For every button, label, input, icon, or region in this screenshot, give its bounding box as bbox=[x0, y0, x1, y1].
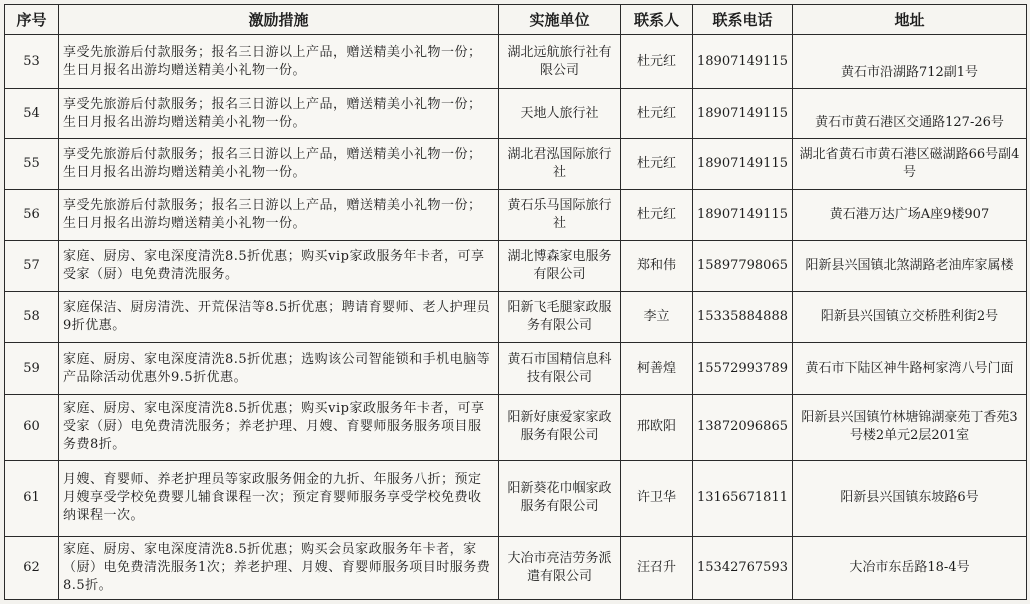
contact-cell: 杜元红 bbox=[621, 35, 693, 89]
table-row bbox=[5, 536, 1027, 599]
address-cell: 阳新县兴国镇竹林塘锦湖豪苑丁香苑3号楼2单元2层201室 bbox=[793, 394, 1027, 460]
measures-cell: 享受先旅游后付款服务；报名三日游以上产品，赠送精美小礼物一份；生日月报名出游均赠送精美小礼物一份。 bbox=[59, 89, 499, 139]
measures-cell: 家庭保洁、厨房清洗、开荒保洁等8.5折优惠；聘请育婴师、老人护理员9折优惠。 bbox=[59, 292, 499, 343]
unit-cell: 阳新葵花巾帼家政服务有限公司 bbox=[499, 460, 621, 536]
serial-number-cell: 57 bbox=[5, 241, 59, 292]
measures-cell: 家庭、厨房、家电深度清洗8.5折优惠；购买vip家政服务年卡者，可享受家（厨）电免费清洗服务；养老护理、月嫂、育婴师服务服务项目服务费8折。 bbox=[59, 394, 499, 460]
serial-number-cell: 62 bbox=[5, 536, 59, 599]
address-cell: 黄石市下陆区神牛路柯家湾八号门面 bbox=[793, 343, 1027, 394]
serial-number-cell: 58 bbox=[5, 292, 59, 343]
measures-cell: 享受先旅游后付款服务；报名三日游以上产品，赠送精美小礼物一份；生日月报名出游均赠送精美小礼物一份。 bbox=[59, 35, 499, 89]
address-cell: 黄石港万达广场A座9楼907 bbox=[793, 190, 1027, 241]
serial-number-cell: 55 bbox=[5, 139, 59, 190]
serial-number-cell: 56 bbox=[5, 190, 59, 241]
serial-number-cell: 59 bbox=[5, 343, 59, 394]
contact-cell: 杜元红 bbox=[621, 139, 693, 190]
phone-cell: 18907149115 bbox=[693, 89, 793, 139]
table-row bbox=[5, 35, 1027, 89]
unit-cell: 黄石市国精信息科技有限公司 bbox=[499, 343, 621, 394]
table-row bbox=[5, 292, 1027, 343]
address-cell: 阳新县兴国镇北煞湖路老油库家属楼 bbox=[793, 241, 1027, 292]
unit-cell: 黄石乐马国际旅行社 bbox=[499, 190, 621, 241]
table-header-row bbox=[5, 5, 1027, 35]
phone-cell: 13872096865 bbox=[693, 394, 793, 460]
table-row bbox=[5, 343, 1027, 394]
table-row bbox=[5, 190, 1027, 241]
contact-cell: 郑和伟 bbox=[621, 241, 693, 292]
measures-cell: 月嫂、育婴师、养老护理员等家政服务佣金的九折、年服务八折；预定月嫂享受学校免费婴儿辅食课程一次；预定育婴师服务享受学校免费收纳课程一次。 bbox=[59, 460, 499, 536]
address-cell: 阳新县兴国镇立交桥胜利街2号 bbox=[793, 292, 1027, 343]
incentive-table-sheet bbox=[4, 4, 1026, 600]
address-cell: 阳新县兴国镇东坡路6号 bbox=[793, 460, 1027, 536]
address-cell: 黄石市沿湖路712副1号 bbox=[793, 35, 1027, 89]
unit-cell: 阳新飞毛腿家政服务有限公司 bbox=[499, 292, 621, 343]
table-row bbox=[5, 394, 1027, 460]
header-serial-number: 序号 bbox=[5, 5, 59, 35]
unit-cell: 大冶市亮洁劳务派遣有限公司 bbox=[499, 536, 621, 599]
contact-cell: 邢欧阳 bbox=[621, 394, 693, 460]
header-address: 地址 bbox=[793, 5, 1027, 35]
unit-cell: 阳新好康爱家家政服务有限公司 bbox=[499, 394, 621, 460]
contact-cell: 柯善煌 bbox=[621, 343, 693, 394]
serial-number-cell: 60 bbox=[5, 394, 59, 460]
address-cell: 大冶市东岳路18-4号 bbox=[793, 536, 1027, 599]
measures-cell: 家庭、厨房、家电深度清洗8.5折优惠；购买vip家政服务年卡者，可享受家（厨）电免费清洗服务。 bbox=[59, 241, 499, 292]
unit-cell: 湖北博森家电服务有限公司 bbox=[499, 241, 621, 292]
measures-cell: 家庭、厨房、家电深度清洗8.5折优惠；选购该公司智能锁和手机电脑等产品除活动优惠外9.5折优惠。 bbox=[59, 343, 499, 394]
unit-cell: 湖北君泓国际旅行社 bbox=[499, 139, 621, 190]
header-implementing-unit: 实施单位 bbox=[499, 5, 621, 35]
phone-cell: 18907149115 bbox=[693, 35, 793, 89]
phone-cell: 15342767593 bbox=[693, 536, 793, 599]
address-cell: 黄石市黄石港区交通路127-26号 bbox=[793, 89, 1027, 139]
contact-cell: 杜元红 bbox=[621, 89, 693, 139]
header-contact-phone: 联系电话 bbox=[693, 5, 793, 35]
unit-cell: 天地人旅行社 bbox=[499, 89, 621, 139]
serial-number-cell: 53 bbox=[5, 35, 59, 89]
header-incentive-measures: 激励措施 bbox=[59, 5, 499, 35]
header-contact-person: 联系人 bbox=[621, 5, 693, 35]
phone-cell: 15335884888 bbox=[693, 292, 793, 343]
serial-number-cell: 61 bbox=[5, 460, 59, 536]
phone-cell: 15897798065 bbox=[693, 241, 793, 292]
contact-cell: 杜元红 bbox=[621, 190, 693, 241]
serial-number-cell: 54 bbox=[5, 89, 59, 139]
contact-cell: 许卫华 bbox=[621, 460, 693, 536]
phone-cell: 18907149115 bbox=[693, 190, 793, 241]
measures-cell: 家庭、厨房、家电深度清洗8.5折优惠；购买会员家政服务年卡者，家（厨）电免费清洗服务1次；养老护理、月嫂、育婴师服务项目时服务费8.5折。 bbox=[59, 536, 499, 599]
contact-cell: 李立 bbox=[621, 292, 693, 343]
unit-cell: 湖北远航旅行社有限公司 bbox=[499, 35, 621, 89]
phone-cell: 15572993789 bbox=[693, 343, 793, 394]
table-row bbox=[5, 89, 1027, 139]
measures-cell: 享受先旅游后付款服务；报名三日游以上产品，赠送精美小礼物一份；生日月报名出游均赠送精美小礼物一份。 bbox=[59, 190, 499, 241]
table-row bbox=[5, 241, 1027, 292]
address-cell: 湖北省黄石市黄石港区磁湖路66号副4号 bbox=[793, 139, 1027, 190]
incentive-table bbox=[4, 4, 1027, 600]
phone-cell: 13165671811 bbox=[693, 460, 793, 536]
measures-cell: 享受先旅游后付款服务；报名三日游以上产品，赠送精美小礼物一份；生日月报名出游均赠送精美小礼物一份。 bbox=[59, 139, 499, 190]
phone-cell: 18907149115 bbox=[693, 139, 793, 190]
table-row bbox=[5, 139, 1027, 190]
contact-cell: 汪召升 bbox=[621, 536, 693, 599]
table-row bbox=[5, 460, 1027, 536]
